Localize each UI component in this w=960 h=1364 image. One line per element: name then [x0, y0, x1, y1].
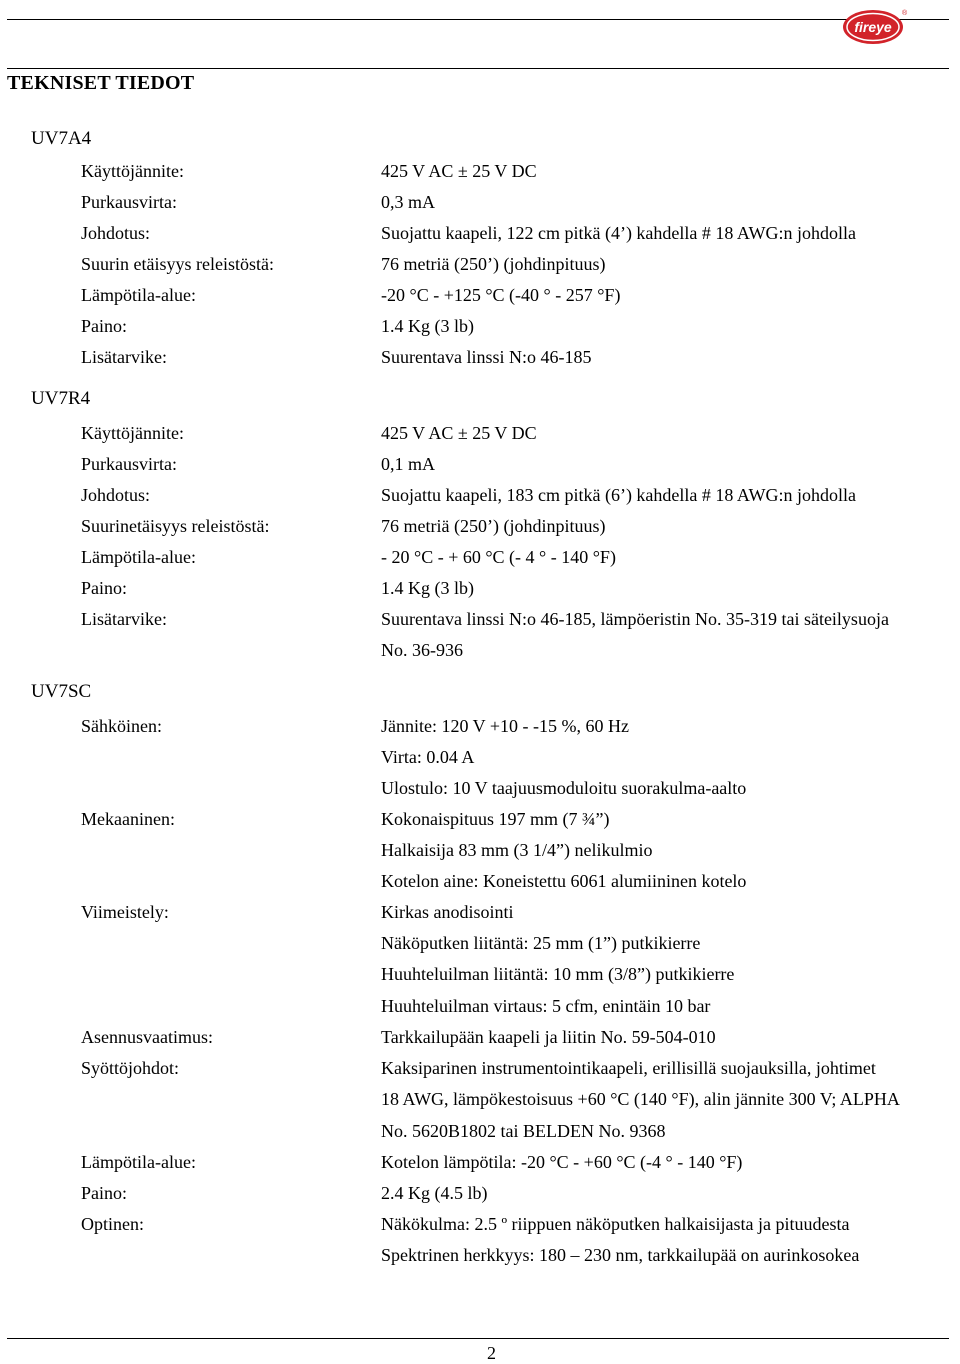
spec-value: - 20 °C - + 60 °C (- 4 ° - 140 °F) [381, 547, 616, 567]
spec-row [0, 1087, 960, 1118]
spec-row [0, 252, 960, 283]
spec-row [0, 607, 960, 638]
logo-text: fireye [854, 19, 892, 35]
spec-row [0, 545, 960, 576]
spec-row [0, 1212, 960, 1243]
spec-row [0, 514, 960, 545]
spec-value: 76 metriä (250’) (johdinpituus) [381, 516, 606, 536]
spec-label: Suurinetäisyys releistöstä: [81, 516, 270, 536]
section-title-uv7sc: UV7SC [31, 681, 92, 702]
spec-label: Optinen: [81, 1214, 144, 1234]
spec-value: Ulostulo: 10 V taajuusmoduloitu suorakulma-aalto [381, 778, 747, 798]
spec-value: Virta: 0.04 A [381, 747, 475, 767]
spec-row [0, 994, 960, 1025]
spec-label: Lisätarvike: [81, 347, 167, 367]
spec-row [0, 283, 960, 314]
spec-value: No. 36-936 [381, 640, 463, 660]
spec-label: Purkausvirta: [81, 192, 177, 212]
spec-value: Halkaisija 83 mm (3 1/4”) nelikulmio [381, 840, 653, 860]
spec-label: Paino: [81, 1183, 128, 1203]
spec-row [0, 931, 960, 962]
spec-value: 0,1 mA [381, 454, 435, 474]
spec-row [0, 638, 960, 669]
page-title: TEKNISET TIEDOT [7, 72, 195, 94]
spec-value: Suurentava linssi N:o 46-185 [381, 347, 592, 367]
spec-value: 2.4 Kg (4.5 lb) [381, 1183, 488, 1203]
spec-row [0, 807, 960, 838]
spec-row [0, 345, 960, 376]
spec-value: Näkökulma: 2.5 º riippuen näköputken halkaisijasta ja pituudesta [381, 1214, 850, 1234]
spec-label: Johdotus: [81, 223, 151, 243]
spec-value: No. 5620B1802 tai BELDEN No. 9368 [381, 1121, 666, 1141]
section-title-uv7a4: UV7A4 [31, 128, 92, 149]
spec-label: Lämpötila-alue: [81, 547, 196, 567]
spec-row [0, 900, 960, 931]
spec-value: 0,3 mA [381, 192, 435, 212]
spec-value: Tarkkailupään kaapeli ja liitin No. 59-504-010 [381, 1027, 716, 1047]
spec-value: 425 V AC ± 25 V DC [381, 423, 537, 443]
spec-label: Käyttöjännite: [81, 161, 184, 181]
spec-value: Näköputken liitäntä: 25 mm (1”) putkikierre [381, 933, 701, 953]
spec-row [0, 869, 960, 900]
spec-label: Johdotus: [81, 485, 151, 505]
spec-value: Kotelon lämpötila: -20 °C - +60 °C (-4 ° - 140 °F) [381, 1152, 743, 1172]
spec-label: Suurin etäisyys releistöstä: [81, 254, 274, 274]
spec-value: 425 V AC ± 25 V DC [381, 161, 537, 181]
spec-value: Kokonaispituus 197 mm (7 ¾”) [381, 809, 610, 829]
spec-row [0, 1056, 960, 1087]
spec-label: Syöttöjohdot: [81, 1058, 180, 1078]
spec-value: Suurentava linssi N:o 46-185, lämpöeristin No. 35-319 tai säteilysuoja [381, 609, 889, 629]
spec-label: Lämpötila-alue: [81, 1152, 196, 1172]
header-rule [7, 19, 949, 20]
spec-value: Kaksiparinen instrumentointikaapeli, erillisillä suojauksilla, johtimet [381, 1058, 876, 1078]
spec-label: Lämpötila-alue: [81, 285, 196, 305]
spec-row [0, 745, 960, 776]
spec-row [0, 1025, 960, 1056]
section-title-uv7r4: UV7R4 [31, 388, 91, 409]
spec-row [0, 838, 960, 869]
spec-row [0, 1150, 960, 1181]
spec-row [0, 314, 960, 345]
spec-row [0, 776, 960, 807]
spec-value: Kirkas anodisointi [381, 902, 514, 922]
spec-row [0, 421, 960, 452]
title-rule [7, 68, 949, 69]
spec-row [0, 1243, 960, 1274]
spec-label: Asennusvaatimus: [81, 1027, 213, 1047]
spec-row [0, 714, 960, 745]
spec-value: Kotelon aine: Koneistettu 6061 alumiininen kotelo [381, 871, 747, 891]
spec-value: Suojattu kaapeli, 183 cm pitkä (6’) kahdella # 18 AWG:n johdolla [381, 485, 856, 505]
svg-text:®: ® [902, 10, 908, 17]
spec-label: Paino: [81, 578, 128, 598]
spec-row [0, 1119, 960, 1150]
spec-value: Suojattu kaapeli, 122 cm pitkä (4’) kahdella # 18 AWG:n johdolla [381, 223, 856, 243]
fireye-logo [842, 6, 906, 46]
spec-value: 18 AWG, lämpökestoisuus +60 °C (140 °F), alin jännite 300 V; ALPHA [381, 1089, 900, 1109]
spec-row [0, 190, 960, 221]
spec-label: Lisätarvike: [81, 609, 167, 629]
spec-label: Käyttöjännite: [81, 423, 184, 443]
spec-value: 76 metriä (250’) (johdinpituus) [381, 254, 606, 274]
spec-label: Sähköinen: [81, 716, 162, 736]
spec-value: Huuhteluilman liitäntä: 10 mm (3/8”) putkikierre [381, 964, 735, 984]
page-number: 2 [487, 1343, 496, 1363]
spec-row [0, 452, 960, 483]
spec-row [0, 1181, 960, 1212]
spec-row [0, 962, 960, 993]
spec-value: 1.4 Kg (3 lb) [381, 578, 474, 598]
spec-value: -20 °C - +125 °C (-40 ° - 257 °F) [381, 285, 621, 305]
spec-value: Huuhteluilman virtaus: 5 cfm, enintäin 10 bar [381, 996, 711, 1016]
spec-row [0, 483, 960, 514]
spec-label: Paino: [81, 316, 128, 336]
spec-label: Viimeistely: [81, 902, 169, 922]
spec-label: Mekaaninen: [81, 809, 175, 829]
spec-row [0, 576, 960, 607]
spec-label: Purkausvirta: [81, 454, 177, 474]
spec-row [0, 221, 960, 252]
spec-value: Spektrinen herkkyys: 180 – 230 nm, tarkkailupää on aurinkosokea [381, 1245, 860, 1265]
spec-row [0, 159, 960, 190]
spec-value: 1.4 Kg (3 lb) [381, 316, 474, 336]
footer-rule [7, 1338, 949, 1339]
spec-value: Jännite: 120 V +10 - -15 %, 60 Hz [381, 716, 629, 736]
